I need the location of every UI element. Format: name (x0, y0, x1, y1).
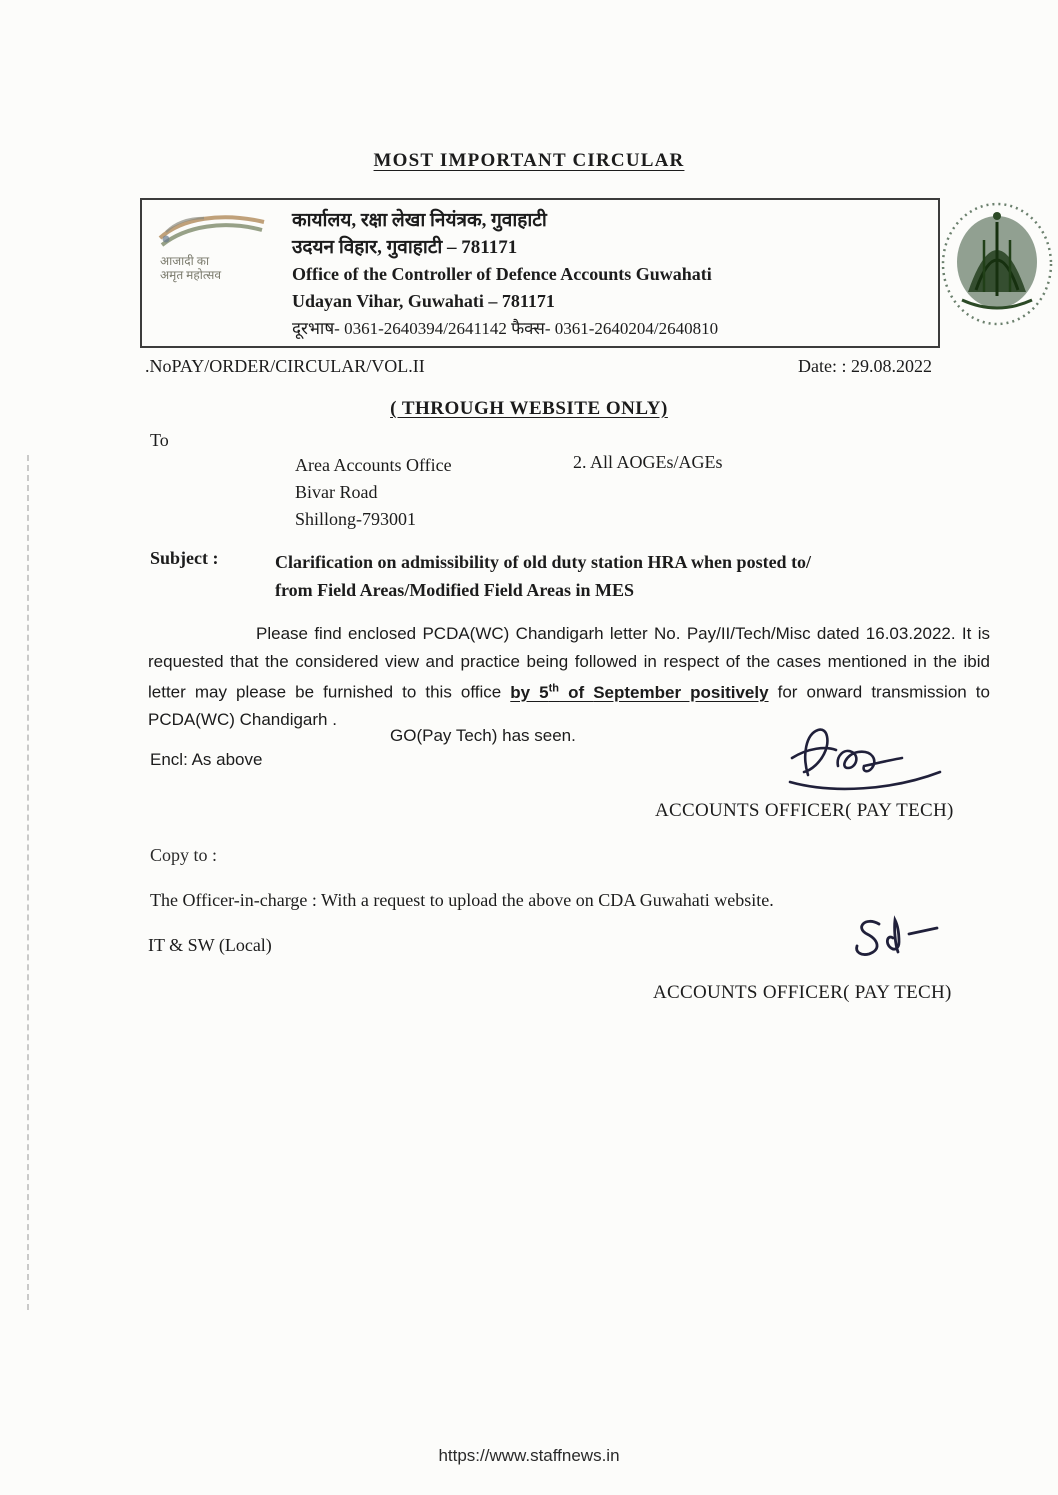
letterhead-phone-line: दूरभाष- 0361-2640394/2641142 फैक्स- 0361-2640204/2640810 (292, 319, 719, 338)
recipient-line3: Shillong-793001 (295, 509, 417, 529)
signature-scribble (778, 720, 953, 803)
subject-label: Subject : (150, 548, 219, 568)
footer-watermark-url: https://www.staffnews.in (438, 1446, 620, 1465)
go-has-seen-line: GO(Pay Tech) has seen. (390, 726, 576, 745)
accounts-officer-line1: ACCOUNTS OFFICER( PAY TECH) (655, 800, 954, 821)
letterhead-hindi-line2: उदयन विहार, गुवाहाटी – 781171 (292, 237, 518, 258)
letterhead-hindi-line1: कार्यालय, रक्षा लेखा नियंत्रक, गुवाहाटी (292, 210, 547, 231)
letterhead-english-line2: Udayan Vihar, Guwahati – 781171 (292, 291, 555, 311)
defence-emblem-stamp-icon (938, 200, 1056, 328)
body-emphasis-superscript: th (548, 682, 560, 694)
document-title: MOST IMPORTANT CIRCULAR (373, 150, 685, 171)
logo-caption-line2: अमृत महोत्सव (160, 268, 222, 282)
copy-to-label: Copy to : (150, 845, 218, 865)
body-emphasis (510, 683, 768, 702)
recipient-second: 2. All AOGEs/AGEs (573, 452, 723, 472)
reference-date: Date: : 29.08.2022 (798, 356, 932, 376)
through-website-line: ( THROUGH WEBSITE ONLY) (390, 398, 668, 419)
body-text-part2: for onward transmission to PCDA(WC) Chandigarh . (148, 682, 990, 730)
it-sw-line: IT & SW (Local) (148, 935, 272, 955)
letterhead-english-line1: Office of the Controller of Defence Accounts Guwahati (292, 264, 712, 284)
enclosure-line: Encl: As above (150, 750, 263, 769)
body-text-part1: Please find enclosed PCDA(WC) Chandigarh letter No. Pay/II/Tech/Misc dated 16.03.2022. It is requested that the considered view and practice being followed in respect of the cases mentioned in the ibid letter may please be furnished to this office (148, 624, 990, 702)
to-label: To (150, 430, 169, 450)
subject-line2: from Field Areas/Modified Field Areas in MES (275, 580, 634, 600)
letterhead-text (288, 200, 718, 346)
sd-signature-scribble (845, 912, 945, 967)
subject-line1: Clarification on admissibility of old duty station HRA when posted to/ (275, 552, 812, 572)
body-emphasis-part1: by 5 (510, 682, 549, 702)
left-margin-dashed-line (27, 455, 29, 1310)
logo-caption-line1: आजादी का (160, 254, 210, 268)
flag-swoosh-icon (152, 208, 272, 256)
officer-in-charge-line: The Officer-in-charge : With a request to upload the above on CDA Guwahati website. (150, 890, 774, 910)
subject-text (275, 548, 935, 604)
azadi-mahotsav-logo (142, 200, 288, 346)
recipient-line2: Bivar Road (295, 482, 378, 502)
reference-row (145, 356, 932, 377)
letterhead-box (140, 198, 940, 348)
recipient-address (295, 452, 452, 533)
recipient-line1: Area Accounts Office (295, 455, 452, 475)
accounts-officer-line2: ACCOUNTS OFFICER( PAY TECH) (653, 982, 952, 1003)
logo-caption (152, 254, 282, 282)
body-emphasis-part2: of (559, 682, 594, 702)
body-emphasis-part3: September positively (593, 682, 769, 702)
reference-number: .NoPAY/ORDER/CIRCULAR/VOL.II (145, 356, 425, 376)
body-paragraph (148, 620, 990, 734)
